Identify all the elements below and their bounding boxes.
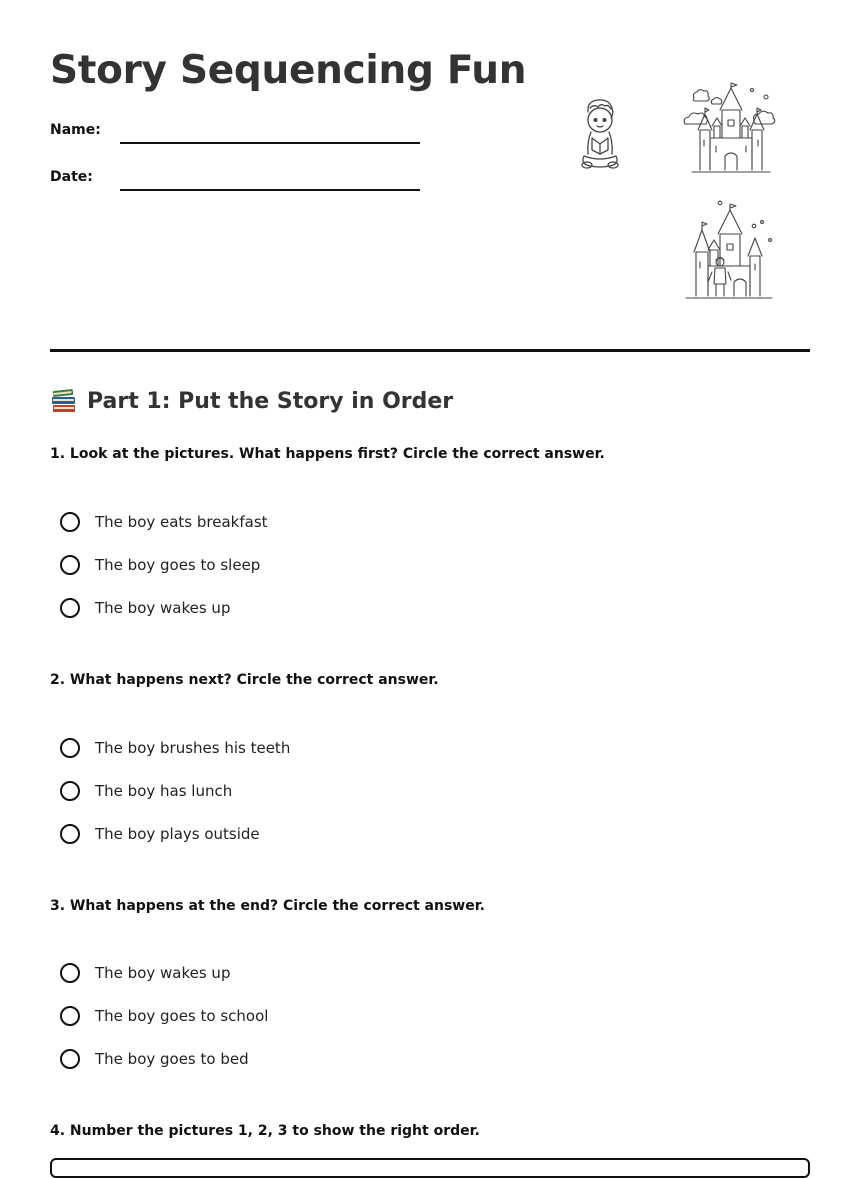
option-label: The boy goes to school xyxy=(95,1007,269,1025)
option-label: The boy goes to sleep xyxy=(95,556,261,574)
option-label: The boy wakes up xyxy=(95,599,231,617)
q1-option-2[interactable] xyxy=(60,552,260,578)
answer-circle[interactable] xyxy=(60,1006,80,1026)
books-icon xyxy=(50,388,78,414)
section-title-text: Part 1: Put the Story in Order xyxy=(87,388,454,414)
name-line[interactable] xyxy=(120,142,420,144)
q2-option-1[interactable] xyxy=(60,735,290,761)
header-divider xyxy=(50,349,810,352)
option-label: The boy wakes up xyxy=(95,964,231,982)
question-4: 4. Number the pictures 1, 2, 3 to show the right order. xyxy=(50,1123,480,1139)
q1-option-1[interactable] xyxy=(60,509,268,535)
answer-circle[interactable] xyxy=(60,1049,80,1069)
option-label: The boy has lunch xyxy=(95,782,233,800)
question-2: 2. What happens next? Circle the correct answer. xyxy=(50,672,439,688)
answer-circle[interactable] xyxy=(60,512,80,532)
answer-circle[interactable] xyxy=(60,555,80,575)
question-3: 3. What happens at the end? Circle the correct answer. xyxy=(50,898,485,914)
q1-option-3[interactable] xyxy=(60,595,230,621)
answer-circle[interactable] xyxy=(60,963,80,983)
name-label: Name: xyxy=(50,122,101,138)
date-line[interactable] xyxy=(120,189,420,191)
option-label: The boy goes to bed xyxy=(95,1050,249,1068)
worksheet-page xyxy=(50,0,810,1161)
date-label: Date: xyxy=(50,169,93,185)
q2-option-3[interactable] xyxy=(60,821,260,847)
answer-circle[interactable] xyxy=(60,781,80,801)
option-label: The boy brushes his teeth xyxy=(95,739,291,757)
castle-with-figure-icon xyxy=(682,200,778,302)
castle-icon xyxy=(682,82,778,174)
page-title: Story Sequencing Fun xyxy=(50,48,527,93)
picture-order-box xyxy=(50,1158,810,1178)
section-title-part1 xyxy=(50,388,453,414)
option-label: The boy eats breakfast xyxy=(95,513,268,531)
answer-circle[interactable] xyxy=(60,738,80,758)
q3-option-1[interactable] xyxy=(60,960,230,986)
q3-option-2[interactable] xyxy=(60,1003,268,1029)
answer-circle[interactable] xyxy=(60,598,80,618)
boy-reading-icon xyxy=(578,98,624,172)
q3-option-3[interactable] xyxy=(60,1046,249,1072)
date-field[interactable] xyxy=(50,169,430,199)
option-label: The boy plays outside xyxy=(95,825,260,843)
name-field[interactable] xyxy=(50,122,430,152)
q2-option-2[interactable] xyxy=(60,778,232,804)
question-1: 1. Look at the pictures. What happens first? Circle the correct answer. xyxy=(50,446,605,462)
answer-circle[interactable] xyxy=(60,824,80,844)
